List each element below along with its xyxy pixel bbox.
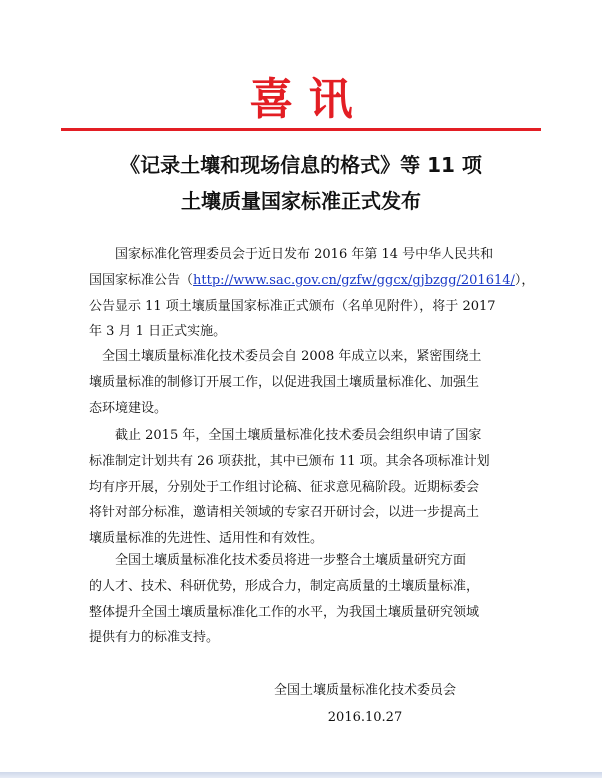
paragraph-line: 态环境建设。 [89, 400, 168, 416]
paragraph-line: 壤质量标准的先进性、适用性和有效性。 [89, 531, 324, 547]
paragraph-line: 全国土壤质量标准化技术委员会自 2008 年成立以来，紧密围绕土 [102, 349, 482, 364]
paragraph-line [89, 268, 535, 294]
headline-line-2: 土壤质量国家标准正式发布 [181, 189, 421, 213]
title-divider [61, 128, 541, 131]
paragraph-line: 标准制定计划共有 26 项获批，其中已颁布 11 项。其余各项标准计划 [89, 453, 490, 469]
paragraph-text: 国国家标准公告（ [89, 272, 194, 288]
paragraph-line: 整体提升全国土壤质量标准化工作的水平，为我国土壤质量研究领域 [89, 604, 480, 620]
viewer-bottom-edge [0, 772, 602, 778]
paragraph-line: 全国土壤质量标准化技术委员将进一步整合土壤质量研究方面 [115, 553, 467, 568]
paragraph-committee-history [89, 344, 519, 421]
paragraph-line: 年 3 月 1 日正式实施。 [89, 324, 227, 340]
paragraph-line: 将针对部分标准，邀请相关领域的专家召开研讨会，以进一步提高土 [89, 505, 480, 521]
paragraph-outlook [89, 548, 519, 651]
paragraph-announcement [89, 242, 535, 345]
paragraph-line: 均有序开展，分别处于工作组讨论稿、征求意见稿阶段。近期标委会 [89, 479, 480, 495]
paragraph-line: 壤质量标准的制修订开展工作，以促进我国土壤质量标准化、加强生 [89, 374, 480, 390]
paragraph-line: 公告显示 11 项土壤质量国家标准正式颁布（名单见附件），将于 2017 [89, 298, 496, 314]
paragraph-line: 国家标准化管理委员会于近日发布 2016 年第 14 号中华人民共和 [115, 247, 494, 262]
paragraph-line: 截止 2015 年，全国土壤质量标准化技术委员会组织申请了国家 [115, 428, 482, 443]
announcement-link[interactable]: http://www.sac.gov.cn/gzfw/ggcx/gjbzgg/201614/ [193, 272, 515, 288]
paragraph-line: 的人才、技术、科研优势，形成合力，制定高质量的土壤质量标准， [89, 578, 480, 594]
headline-line-1: 《记录土壤和现场信息的格式》等 11 项 [120, 153, 482, 177]
paragraph-progress [89, 423, 519, 552]
signature-organization: 全国土壤质量标准化技术委员会 [273, 683, 456, 698]
page-title: 喜 讯 [249, 74, 353, 125]
paragraph-line: 提供有力的标准支持。 [89, 630, 220, 646]
paragraph-text: ）， [514, 272, 535, 288]
signature-date: 2016.10.27 [327, 710, 403, 725]
